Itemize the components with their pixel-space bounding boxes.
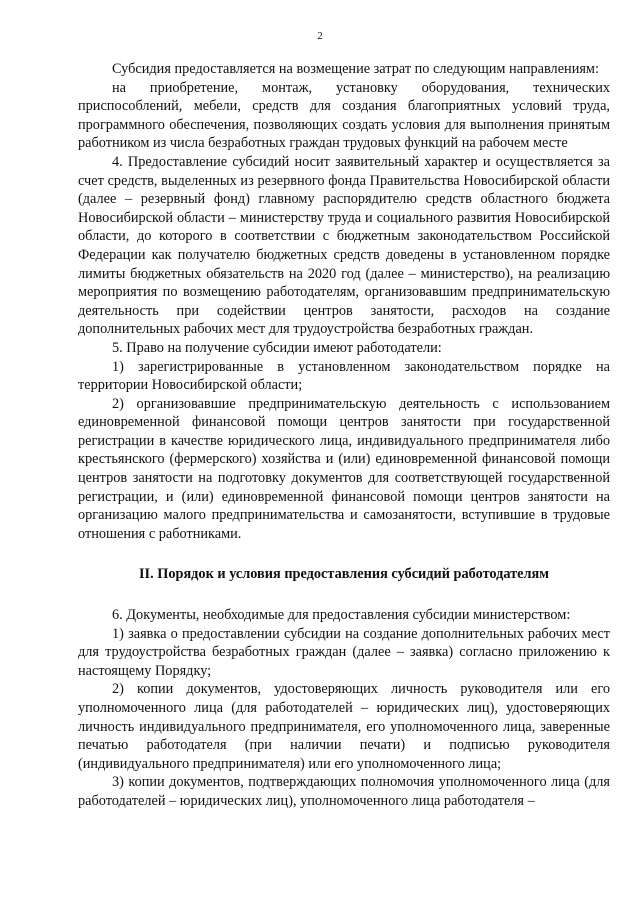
paragraph-item-4: 4. Предоставление субсидий носит заявительный характер и осуществляется за счет средств, выделенных из резервного фонда Правительства Новосибирской области (далее – резервный фонд) главному распорядителю средств областного бюджета Новосибирской области – министерству труда и социального развития Новосибирской области, до которого в соответствии с бюджетным законодательством Российской Федерации как получателю бюджетных средств доведены в установленном порядке лимиты бюджетных обязательств на 2020 год (далее – министерство), на реализацию мероприятия по возмещению работодателям, организовавшим предпринимательскую деятельность при содействии центров занятости, расходов на создание дополнительных рабочих мест для трудоустройства безработных граждан. bbox=[78, 153, 610, 338]
spacer bbox=[78, 584, 610, 606]
paragraph-item-5-1: 1) зарегистрированные в установленном законодательством порядке на территории Новосибирской области; bbox=[78, 358, 610, 394]
paragraph-item-6-3: 3) копии документов, подтверждающих полномочия уполномоченного лица (для работодателей – юридических лиц), уполномоченного лица работодателя – bbox=[78, 774, 610, 809]
paragraph-item-6-1: 1) заявка о предоставлении субсидии на создание дополнительных рабочих мест для трудоустройства безработных граждан (далее – заявка) согласно приложению к настоящему Порядку; bbox=[78, 625, 610, 679]
document-body bbox=[78, 60, 610, 811]
paragraph-item-6-2: 2) копии документов, удостоверяющих личность руководителя или его уполномоченного лица (для работодателей – юридических лиц), удостоверяющих личность индивидуального предпринимателя, его уполномоченного лица, заверенные печатью работодателя (при наличии печати) и подписью руководителя (индивидуального предпринимателя) или его уполномоченного лица; bbox=[78, 681, 610, 772]
section-heading: II. Порядок и условия предоставления субсидий работодателям bbox=[138, 566, 550, 583]
paragraph-equipment-purchase: на приобретение, монтаж, установку оборудования, технических приспособлений, мебели, средств для создания благоприятных условий труда, программного обеспечения, позволяющих создать условия для выполнения принятым работником из числа безработных граждан трудовых функций на рабочем месте bbox=[78, 79, 610, 152]
paragraph-item-5-2: 2) организовавшие предпринимательскую деятельность с использованием единовременной финансовой помощи центров занятости при государственной регистрации в качестве юридического лица, индивидуального предпринимателя либо крестьянского (фермерского) хозяйства и (или) единовременной финансовой помощи центров занятости на подготовку документов для соответствующей государственной регистрации, и (или) единовременной финансовой помощи центров занятости на организацию малого предпринимательства и самозанятости, вступившие в трудовые отношения с работниками. bbox=[78, 395, 610, 542]
paragraph-subsidy-directions: Субсидия предоставляется на возмещение затрат по следующим направлениям: bbox=[112, 61, 599, 77]
spacer bbox=[78, 543, 610, 565]
page-number: 2 bbox=[317, 30, 323, 42]
paragraph-item-5: 5. Право на получение субсидии имеют работодатели: bbox=[112, 339, 442, 356]
paragraph-item-6: 6. Документы, необходимые для предоставления субсидии министерством: bbox=[112, 607, 571, 624]
